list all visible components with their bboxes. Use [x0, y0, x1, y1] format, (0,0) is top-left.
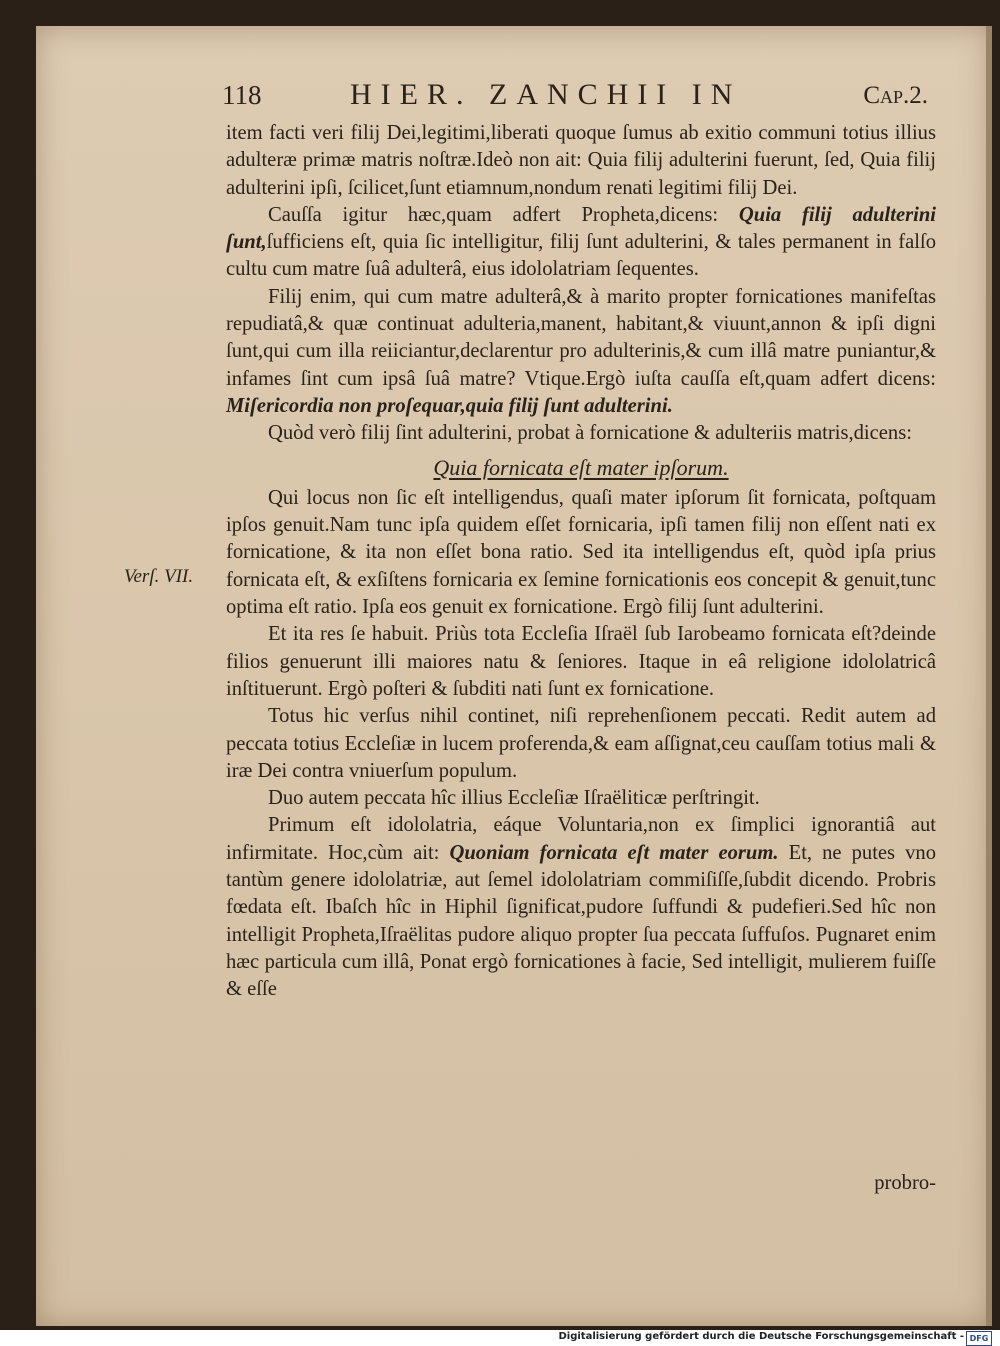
dfg-logo-icon[interactable]: DFG: [966, 1331, 992, 1346]
paragraph-7: Totus hic verſus nihil continet, niſi reprehenſionem peccati. Redit autem ad peccata totius Eccleſiæ in lucem proferenda,& eam aſſignat,ceu cauſſam totius mali & iræ Dei contra vniuerſum populum.: [226, 705, 936, 782]
paragraph-2-lead: Cauſſa igitur hæc,quam adfert Propheta,dicens:: [268, 203, 739, 226]
paragraph-2-rest: ſufficiens eſt, quia ſic intelligitur, filij ſunt adulterini, & tales permanent in falſo cultu cum matre ſuâ adulterâ, eius idololatriam ſequentes.: [226, 231, 936, 281]
paragraph-3-lead: Filij enim, qui cum matre adulterâ,& à marito propter fornicationes manifeſtas repudiatâ,& quæ continuat adulteria,manent, habitant,& viuunt,annon & ipſi digni ſunt,qui cum illa reiiciantur,declarentur pro adulterinis,& cum illâ matre puniantur,& infames ſint cum ipsâ ſuâ matre? Vtique.Ergò iuſta cauſſa eſt,quam adfert dicens:: [226, 285, 936, 390]
paragraph-4: Quòd verò filij ſint adulterini, probat à fornicatione & adulteriis matris,dicens:: [268, 422, 912, 445]
running-title: HIER. ZANCHII IN: [350, 78, 742, 111]
paragraph-5: Qui locus non ſic eſt intelligendus, quaſi mater ipſorum ſit fornicata, poſtquam ipſos genuit.Nam tunc ipſa quidem eſſet fornicaria, ipſi tamen filij non eſſent nati ex fornicatione, & ita non eſſet bona ratio. Sed ita intelligendus eſt, quòd ipſa prius fornicata eſt, & exſiſtens fornicaria ex ſemine fornicationis eos concepit & genuit,tunc optima eſt ratio. Ipſa eos genuit ex fornicatione. Ergò filij ſunt adulterini.: [226, 486, 936, 619]
paragraph-3-quote: Miſericordia non proſequar,quia filij ſunt adulterini.: [226, 394, 673, 417]
paragraph-2: [226, 202, 936, 284]
page-edge: [986, 26, 992, 1326]
verse-heading: Quia fornicata eſt mater ipſorum.: [433, 454, 729, 480]
chapter-label: Cap.2.: [863, 82, 928, 109]
paragraph-9-lead: Primum eſt idololatria, eáque Voluntaria,non ex ſimplici ignorantiâ aut infirmitate. Hoc,cùm ait:: [226, 814, 936, 864]
page-number: 118: [222, 80, 262, 110]
footer-credit: Digitalisierung gefördert durch die Deutsche Forschungsgemeinschaft -: [558, 1331, 964, 1342]
paragraph-3: [226, 284, 936, 420]
footer-bar: [0, 1330, 1000, 1346]
paragraph-1: item facti veri filij Dei,legitimi,liberati quoque ſumus ab exitio communi totius illius adulteræ primæ matris noſtræ.Ideò non ait: Quia filij adulterini fuerunt, ſed, Quia filij adulterini ipſi, ſcilicet,ſunt etiamnum,nondum renati legitimi filij Dei.: [226, 122, 936, 199]
margin-note-verse: Verſ. VII.: [124, 566, 194, 587]
paragraph-8: Duo autem peccata hîc illius Eccleſiæ Iſraëliticæ perſtringit.: [268, 787, 760, 810]
body-text: [226, 120, 936, 1004]
paragraph-2-quote: Quia filij adulterini ſunt,: [226, 203, 936, 254]
paragraph-9-quote: Quoniam fornicata eſt mater eorum.: [449, 841, 779, 864]
running-header: [222, 78, 928, 118]
catchword: probro-: [874, 1172, 936, 1194]
paragraph-6: Et ita res ſe habuit. Priùs tota Eccleſia Iſraël ſub Iarobeamo fornicata eſt?deinde filios genuerunt illi maiores natu & ſeniores. Itaque in eâ religione idololatricâ inſtituerunt. Ergò poſteri & ſubditi nati ſunt ex fornicatione.: [226, 623, 936, 700]
paragraph-9-rest: Et, ne putes vno tantùm genere idololatriæ, aut ſemel idololatriam commiſiſſe,ſubdit dicendo. Probris fœdata eſt. Ibaſch hîc in Hiphil ſignificat,pudore ſuffundi & pudefieri.Sed hîc non intelligit Propheta,Iſraëlitas pudore aliquo propter ſua peccata ſuffuſos. Pugnaret enim hæc particula cum illâ, Ponat ergò fornicationes à facie, Sed intelligit, mulierem fuiſſe & eſſe: [226, 841, 937, 1001]
paragraph-9: [226, 812, 936, 1003]
